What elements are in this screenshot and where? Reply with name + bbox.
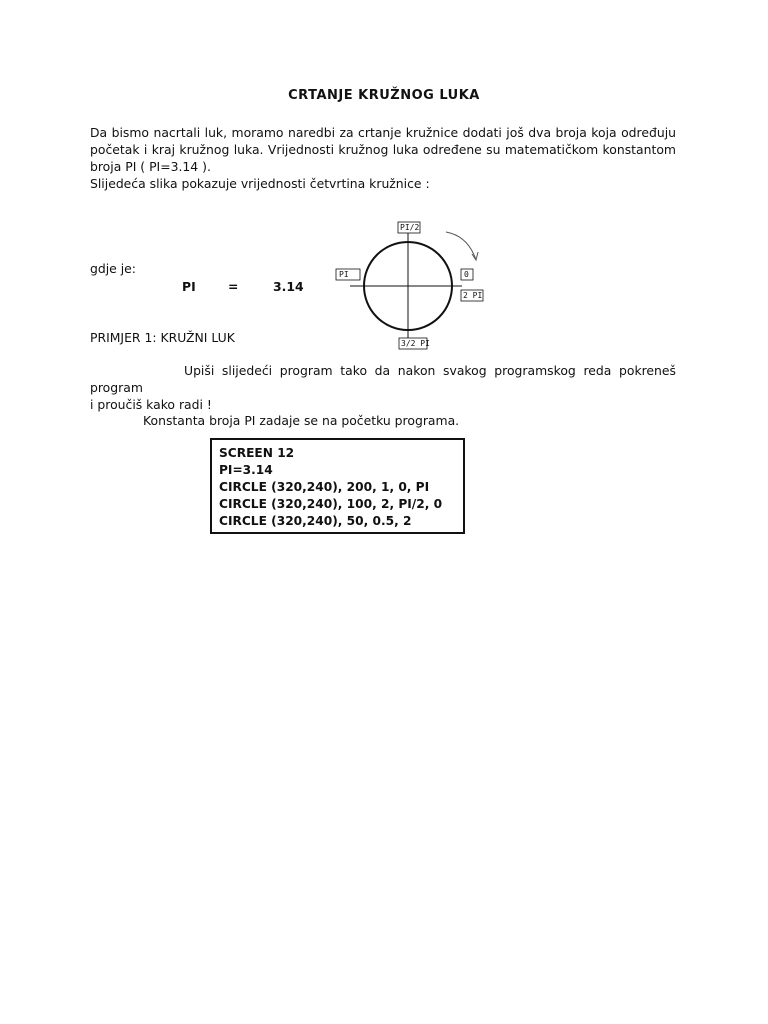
intro-line: početak i kraj kružnog luka. Vrijednosti kružnog luka određene su matematičkom konstantom [90,142,676,157]
instruction-line: i proučiš kako radi ! [90,397,212,412]
unit-circle-diagram [330,216,490,352]
label-three-half-pi: 3/2 PI [401,339,430,348]
where-label: gdje je: [90,261,136,276]
constant-note: Konstanta broja PI zadaje se na početku programa. [143,413,460,428]
label-zero: 0 [464,270,469,279]
code-line: PI=3.14 [219,463,273,477]
page-title: CRTANJE KRUŽNOG LUKA [288,88,480,103]
instruction-paragraph [90,362,676,413]
rotation-arrow [446,232,476,260]
code-line: SCREEN 12 [219,446,295,460]
label-two-pi: 2 PI [463,291,483,300]
example-heading: PRIMJER 1: KRUŽNI LUK [90,330,235,345]
code-block [210,438,465,534]
pi-value: 3.14 [273,279,304,294]
label-pi-half: PI/2 [400,223,420,232]
intro-line: broja PI ( PI=3.14 ). [90,159,211,174]
intro-line: Da bismo nacrtali luk, moramo naredbi za crtanje kružnice dodati još dva broja koja određuju [90,125,676,140]
label-pi: PI [339,270,349,279]
intro-paragraph [90,124,676,192]
instruction-line: Upiši slijedeći program tako da nakon svakog programskog reda pokreneš program [90,363,676,395]
intro-line: Slijedeća slika pokazuje vrijednosti četvrtina kružnice : [90,176,430,191]
code-line: CIRCLE (320,240), 100, 2, PI/2, 0 [219,497,443,511]
pi-name: PI [182,279,196,294]
code-line: CIRCLE (320,240), 50, 0.5, 2 [219,514,412,528]
code-line: CIRCLE (320,240), 200, 1, 0, PI [219,480,430,494]
pi-equals: = [228,279,239,294]
